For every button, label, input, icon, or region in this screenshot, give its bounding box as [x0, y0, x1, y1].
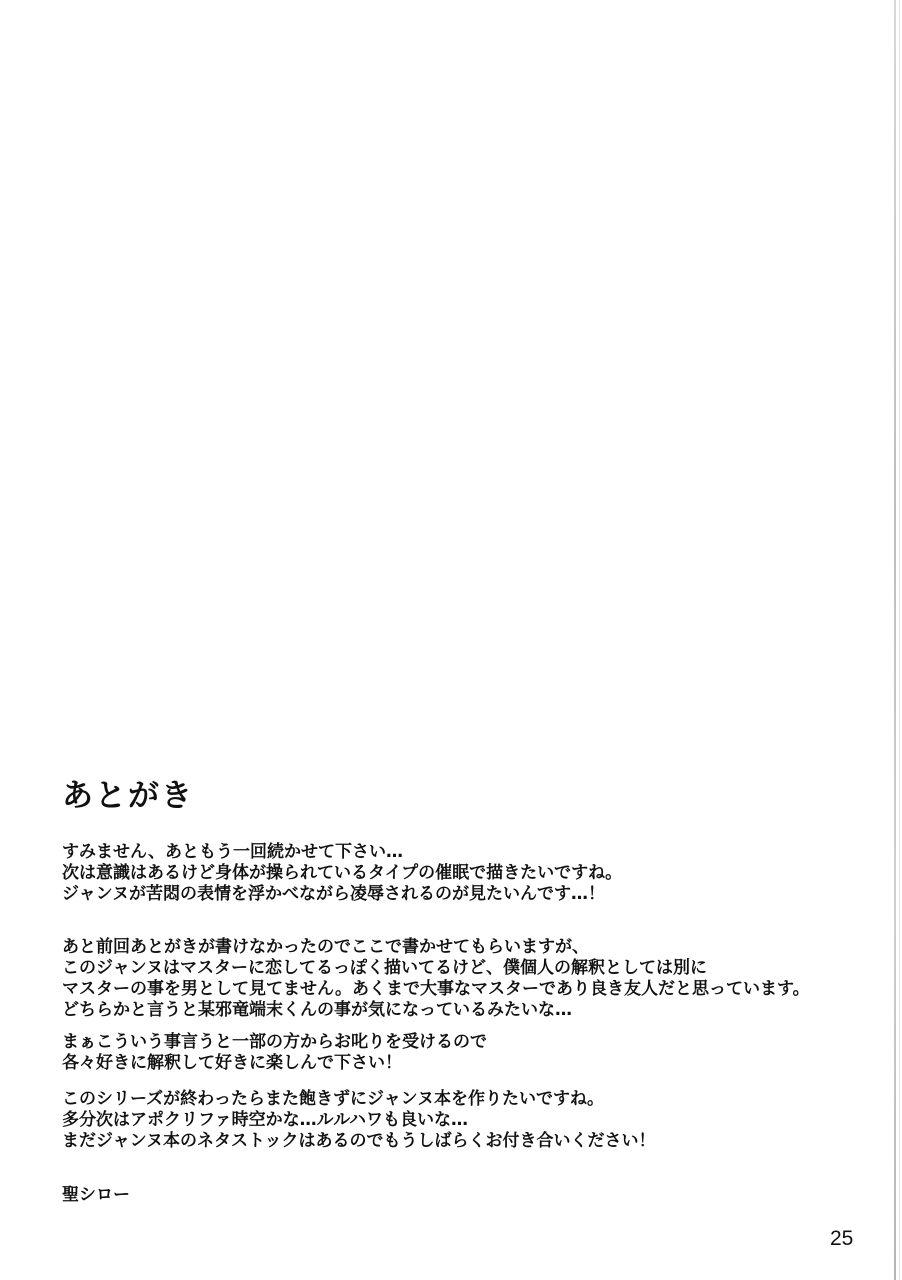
author-signature: 聖シロー: [62, 1185, 130, 1205]
page-edge-line: [899, 0, 900, 1280]
text-line: 多分次はアポクリファ時空かな…ルルハワも良いな…: [62, 1110, 469, 1130]
text-line: このシリーズが終わったらまた飽きずにジャンヌ本を作りたいですね。: [62, 1089, 604, 1109]
page-number: 25: [830, 1227, 854, 1250]
text-line: マスターの事を男として見てません。あくまで大事なマスターであり良き友人だと思っています。: [62, 979, 810, 999]
afterword-paragraph-2: [62, 937, 810, 1021]
afterword-paragraph-3: [62, 1032, 487, 1074]
page-edge-shadow: [894, 0, 896, 1280]
afterword-paragraph-4: [62, 1089, 655, 1152]
text-line: どちらかと言うと某邪竜端末くんの事が気になっているみたいな…: [62, 1000, 572, 1020]
text-line: まぁこういう事言うと一部の方からお叱りを受けるので: [62, 1032, 487, 1052]
text-line: あと前回あとがきが書けなかったのでここで書かせてもらいますが、: [62, 937, 589, 957]
text-line: ジャンヌが苦悶の表情を浮かべながら凌辱されるのが見たいんです…！: [62, 884, 605, 904]
afterword-title: あとがき: [62, 778, 194, 814]
text-line: 各々好きに解釈して好きに楽しんで下さい！: [62, 1053, 402, 1073]
text-line: 次は意識はあるけど身体が操られているタイプの催眠で描きたいですね。: [62, 863, 623, 883]
text-line: まだジャンヌ本のネタストックはあるのでもうしばらくお付き合いください！: [62, 1131, 656, 1151]
text-line: このジャンヌはマスターに恋してるっぽく描いてるけど、僕個人の解釈としては別に: [62, 958, 707, 978]
text-line: すみません、あともう一回続かせて下さい…: [62, 842, 404, 862]
afterword-paragraph-1: [62, 842, 622, 905]
